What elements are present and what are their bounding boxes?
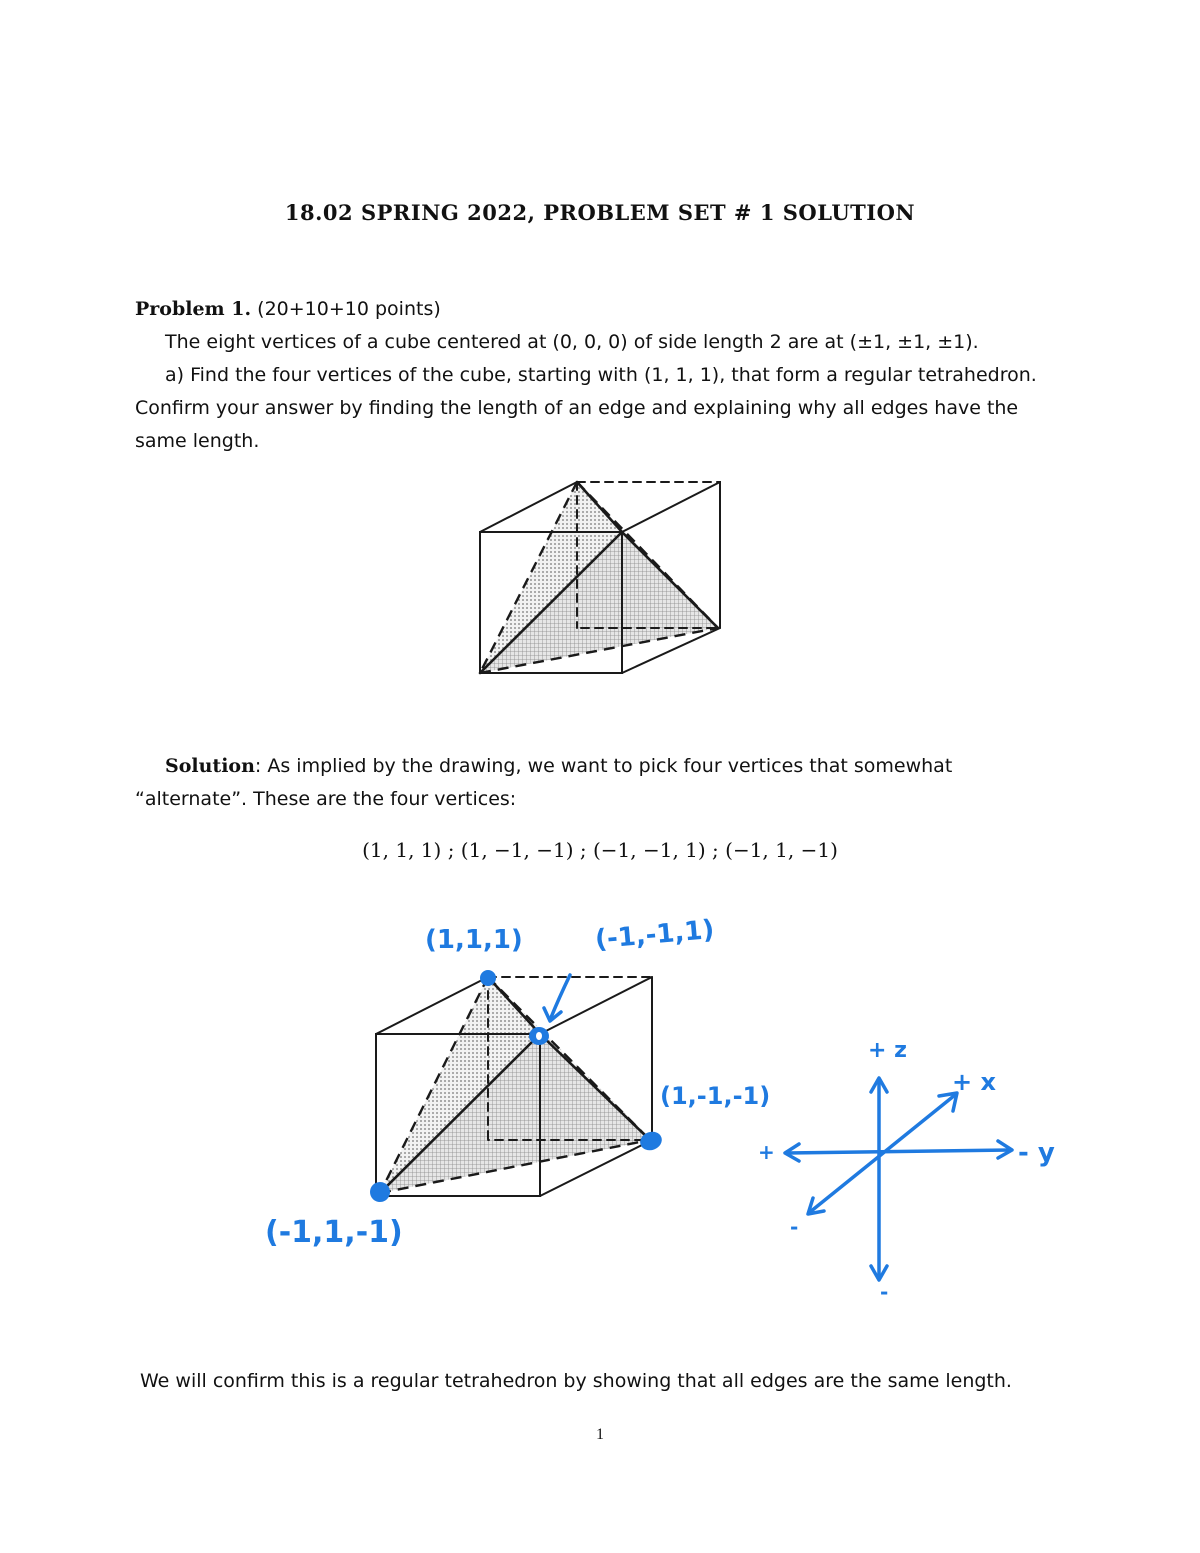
- cube-tetrahedron-figure: [470, 475, 730, 685]
- axis-x-plus-label: + x: [952, 1068, 996, 1096]
- problem-part-a-line3: same length.: [135, 430, 260, 452]
- axis-x-minus-label: -: [790, 1215, 799, 1239]
- problem-intro: The eight vertices of a cube centered at (0, 0, 0) of side length 2 are at (±1, ±1, ±1).: [165, 331, 979, 353]
- solution-line1: [165, 750, 1065, 783]
- problem-part-a-line1: a) Find the four vertices of the cube, starting with (1, 1, 1), that form a regular tetrahedron.: [165, 364, 1037, 386]
- axis-y-plus-label: +: [758, 1140, 775, 1164]
- axes-sketch: [755, 1040, 1075, 1300]
- problem-part-a-line2: Confirm your answer by finding the length of an edge and explaining why all edges have the: [135, 397, 1019, 419]
- page-title: 18.02 SPRING 2022, PROBLEM SET # 1 SOLUTION: [284, 200, 916, 225]
- label-v2: (-1,-1,1): [593, 914, 716, 956]
- solution-heading: Solution: [165, 755, 255, 777]
- problem-points: (20+10+10 points): [257, 298, 441, 320]
- label-v4: (-1,1,-1): [265, 1215, 403, 1250]
- annotated-cube-figure: [360, 900, 740, 1250]
- vertices-list: (1, 1, 1) ; (1, −1, −1) ; (−1, −1, 1) ; (−1, 1, −1): [362, 838, 838, 862]
- closing-sentence: We will confirm this is a regular tetrahedron by showing that all edges are the same length.: [140, 1370, 1012, 1392]
- solution-line2: “alternate”. These are the four vertices:: [135, 788, 517, 810]
- axis-z-minus-label: -: [880, 1280, 889, 1304]
- label-v3: (1,-1,-1): [660, 1082, 771, 1110]
- problem-heading: Problem 1.: [135, 298, 252, 320]
- solution-line1-text: : As implied by the drawing, we want to pick four vertices that somewhat: [254, 755, 953, 777]
- axis-y-minus-label: - y: [1018, 1138, 1055, 1168]
- axis-z-plus-label: + z: [868, 1038, 907, 1063]
- problem-header: [135, 293, 1065, 326]
- page-number: 1: [596, 1426, 604, 1443]
- label-v1: (1,1,1): [425, 925, 523, 955]
